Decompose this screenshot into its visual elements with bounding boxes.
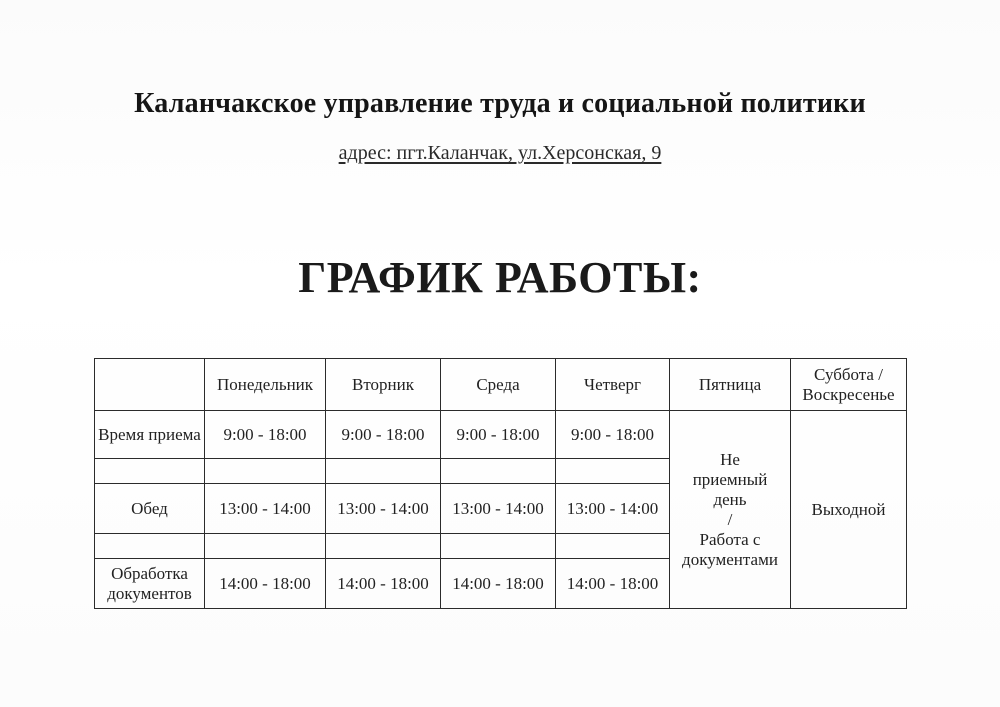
table-row-reception: [95, 411, 907, 459]
friday-line-3: день: [713, 489, 747, 509]
spacer-cell: [95, 459, 205, 484]
weekend-schedule-cell: Выходной: [791, 411, 907, 609]
reception-wednesday: 9:00 - 18:00: [441, 411, 556, 459]
day-header-monday: Понедельник: [205, 359, 326, 411]
address-text: адрес: пгт.Каланчак, ул.Херсонская, 9: [338, 142, 662, 164]
day-header-tuesday: Вторник: [326, 359, 441, 411]
row-label-processing: Обработка документов: [95, 559, 205, 609]
processing-thursday: 14:00 - 18:00: [556, 559, 670, 609]
processing-tuesday: 14:00 - 18:00: [326, 559, 441, 609]
row-label-lunch: Обед: [95, 484, 205, 534]
lunch-monday: 13:00 - 14:00: [205, 484, 326, 534]
day-header-wednesday: Среда: [441, 359, 556, 411]
friday-line-6: документами: [682, 549, 778, 569]
friday-line-4: /: [727, 509, 733, 529]
spacer-cell: [95, 534, 205, 559]
spacer-cell: [556, 459, 670, 484]
reception-tuesday: 9:00 - 18:00: [326, 411, 441, 459]
spacer-cell: [441, 459, 556, 484]
spacer-cell: [205, 534, 326, 559]
spacer-cell: [441, 534, 556, 559]
table-header-row: [95, 359, 907, 411]
row-label-reception: Время приема: [95, 411, 205, 459]
spacer-cell: [326, 534, 441, 559]
friday-schedule-cell: [670, 411, 791, 609]
day-header-friday: Пятница: [670, 359, 791, 411]
lunch-thursday: 13:00 - 14:00: [556, 484, 670, 534]
day-header-weekend: Суббота / Воскресенье: [791, 359, 907, 411]
spacer-cell: [326, 459, 441, 484]
day-header-thursday: Четверг: [556, 359, 670, 411]
friday-line-1: Не: [720, 449, 740, 469]
reception-monday: 9:00 - 18:00: [205, 411, 326, 459]
lunch-tuesday: 13:00 - 14:00: [326, 484, 441, 534]
schedule-heading: ГРАФИК РАБОТЫ:: [298, 253, 702, 302]
spacer-cell: [556, 534, 670, 559]
organization-address: [0, 142, 1000, 165]
lunch-wednesday: 13:00 - 14:00: [441, 484, 556, 534]
friday-line-5: Работа с: [699, 529, 761, 549]
reception-thursday: 9:00 - 18:00: [556, 411, 670, 459]
schedule-table: [94, 358, 907, 609]
spacer-cell: [205, 459, 326, 484]
organization-title: Каланчакское управление труда и социальной политики: [134, 88, 866, 119]
corner-cell: [95, 359, 205, 411]
friday-line-2: приемный: [692, 469, 768, 489]
processing-wednesday: 14:00 - 18:00: [441, 559, 556, 609]
processing-monday: 14:00 - 18:00: [205, 559, 326, 609]
